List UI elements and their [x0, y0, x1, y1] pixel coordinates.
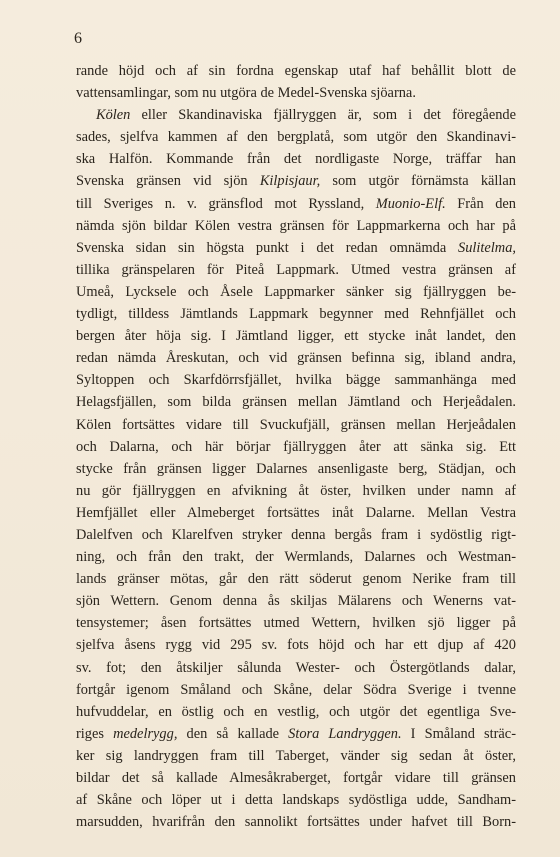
italic-term: Stora Landryggen. — [288, 725, 402, 742]
text-line — [76, 237, 516, 259]
text-line — [76, 546, 516, 568]
text-line — [76, 634, 516, 656]
text-run: nu gör fjällryggen en afvikning åt öster, hvilken under namn af — [76, 482, 516, 499]
text-line — [76, 745, 516, 767]
text-run: Från den — [445, 195, 516, 212]
text-run: ska Halfön. Kommande från det nordligaste Norge, träffar han — [76, 151, 516, 168]
text-line — [76, 148, 516, 170]
text-run: lands gränser mötas, går den rätt söderut genom Nerike fram till — [76, 571, 516, 588]
text-line — [76, 259, 516, 281]
italic-term: Kilpisjaur, — [259, 173, 321, 190]
text-run: sv. fot; den åtskiljer sålunda Wester- och Östergötlands dalar, — [76, 659, 516, 676]
text-run: marsudden, hvarifrån den sannolikt fortsättes under hafvet till Born- — [76, 814, 516, 831]
italic-term: Sulitelma, — [458, 239, 516, 256]
text-line — [76, 612, 516, 634]
text-run: och Dalarna, och här börjar fjällryggen åter att sänka sig. Ett — [76, 438, 516, 455]
text-run: af Skåne och löper ut i detta landskaps sydöstliga udde, Sandham- — [76, 792, 516, 809]
text-run: hufvuddelar, en östlig och en vestlig, och utgör det egentliga Sve- — [76, 703, 516, 720]
text-line — [76, 414, 516, 436]
text-run: riges — [76, 725, 114, 742]
text-line — [76, 657, 516, 679]
text-run: Umeå, Lycksele och Åsele Lappmarker sänker sig fjällryggen be- — [76, 283, 516, 300]
text-run: fortgår igenom Småland och Skåne, delar Södra Sverige i tvenne — [76, 681, 516, 698]
text-line — [76, 126, 516, 148]
text-run: den så kallade — [177, 725, 289, 742]
text-line — [76, 303, 516, 325]
text-line — [76, 281, 516, 303]
text-run: Hemfjället eller Almeberget fortsättes inåt Dalarne. Mellan Vestra — [76, 504, 516, 521]
text-run: Syltoppen och Skarfdörrsfjället, hvilka bägge sammanhänga med — [76, 372, 516, 389]
text-run: ning, och från den trakt, der Wermlands, Dalarnes och Westman- — [76, 549, 516, 566]
text-line — [76, 524, 516, 546]
text-run: Svenska gränsen vid sjön — [76, 173, 260, 190]
italic-term: Muonio-Elf. — [375, 195, 446, 212]
text-line — [76, 369, 516, 391]
text-run: stycke från gränsen ligger Dalarnes ansenligaste berg, Städjan, och — [76, 460, 516, 477]
body-text — [76, 60, 516, 833]
text-run: I Småland sträc- — [401, 725, 516, 742]
text-run: tensystemer; åsen fortsättes utmed Wettern, hvilken sjö ligger på — [76, 615, 516, 632]
text-run: bildar det så kallade Almesåkraberget, fortgår vidare till gränsen — [76, 770, 516, 786]
text-line — [76, 325, 516, 347]
text-line — [76, 193, 516, 215]
text-line — [76, 701, 516, 723]
text-run: tillika gränspelaren för Piteå Lappmark. Utmed vestra gränsen af — [76, 261, 516, 278]
text-line — [76, 60, 516, 82]
text-line — [76, 480, 516, 502]
text-line — [76, 104, 516, 126]
italic-term: medelrygg, — [113, 725, 178, 742]
text-run: rande höjd och af sin fordna egenskap utaf haf behållit blott de — [76, 63, 516, 79]
text-run: redan nämda Åreskutan, och vid gränsen befinna sig, ibland andra, — [76, 350, 516, 367]
text-run: som utgör förnämsta källan — [320, 173, 516, 190]
text-run: Helagsfjällen, som bilda gränsen mellan Jämtland och Herjeådalen. — [76, 394, 516, 411]
text-line — [76, 767, 516, 789]
text-line — [76, 215, 516, 237]
text-run: ker sig landryggen fram till Taberget, vänder sig sedan åt öster, — [76, 747, 516, 764]
text-run: nämda sjön bildar Kölen vestra gränsen för Lappmarkerna och har på — [76, 217, 516, 234]
text-run: tydligt, tilldess Jämtlands Lappmark begynner med Rehnfjället och — [76, 306, 516, 323]
text-line — [76, 789, 516, 811]
text-line — [76, 568, 516, 590]
italic-term: Kölen — [96, 107, 131, 124]
text-run: Dalelfven och Klarelfven stryker denna bergås fram i sydöstlig rigt- — [76, 526, 516, 543]
text-line — [76, 458, 516, 480]
text-line — [76, 590, 516, 612]
text-run: sjön Wettern. Genom denna ås skiljas Mälarens och Wenerns vat- — [76, 593, 516, 610]
text-line — [76, 82, 516, 104]
text-line — [76, 723, 516, 745]
text-run: Svenska sidan sin högsta punkt i det redan omnämda — [76, 239, 459, 256]
text-line — [76, 347, 516, 369]
text-run: vattensamlingar, som nu utgöra de Medel-Svenska sjöarna. — [76, 85, 416, 102]
text-line — [76, 679, 516, 701]
text-line — [76, 436, 516, 458]
page-number: 6 — [74, 30, 83, 47]
text-run: sades, sjelfva kammen af den bergplatå, som utgör den Skandinavi- — [76, 129, 516, 146]
text-run: eller Skandinaviska fjällryggen är, som i det föregående — [130, 107, 516, 124]
text-line — [76, 391, 516, 413]
text-run: sjelfva åsens rygg vid 295 sv. fots höjd och har ett djup af 420 — [76, 637, 516, 654]
text-line — [76, 502, 516, 524]
text-run: bergen åter höja sig. I Jämtland ligger, ett stycke inåt landet, den — [76, 328, 516, 345]
text-run: Kölen fortsättes vidare till Svuckufjäll, gränsen mellan Herjeådalen — [76, 416, 516, 433]
text-line — [76, 170, 516, 192]
text-run: till Sveriges n. v. gränsflod mot Ryssland, — [76, 195, 376, 212]
text-line — [76, 811, 516, 833]
